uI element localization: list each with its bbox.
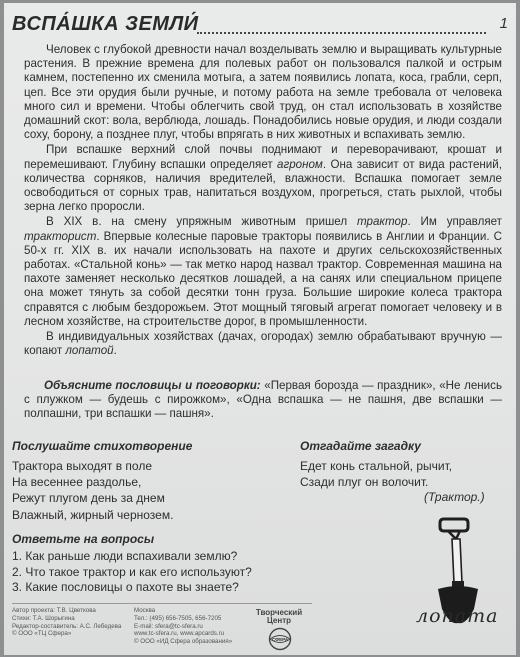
- footer-divider: [12, 603, 312, 604]
- term-shovel: лопатой: [65, 344, 114, 358]
- page-number: 1: [499, 15, 508, 32]
- title-dotted-leader: [197, 32, 486, 34]
- article-body: [24, 43, 502, 358]
- term-tractor: трактор: [356, 215, 408, 229]
- poem-line: Влажный, жирный чернозем.: [12, 507, 174, 522]
- poem-line: На весеннее раздолье,: [12, 475, 142, 490]
- svg-text:СФЕРА: СФЕРА: [271, 637, 289, 642]
- proverbs-task: [24, 379, 502, 422]
- riddle-heading: Отгадайте загадку: [300, 439, 421, 453]
- publisher-logo: Творческий Центр СФЕРА: [248, 609, 310, 653]
- question-item: 2. Что такое трактор и как его используют?: [12, 564, 252, 579]
- worksheet-page: [4, 3, 516, 655]
- question-item: 1. Как раньше люди вспахивали землю?: [12, 549, 238, 563]
- paragraph-3: В XIX в. на смену упряжным животным пришел трактор. Им управляет тракторист. Впервые колесные паровые тракторы появились в Англии и Франции. С 50-х гг. XIX в. их начали использовать на пахоте и других сельскохозяйственных работах. «Стальной конь» — так метко народ назвал трактор. Современная машина на пахоте заменяет несколько десятков лошадей, а на санях или специальном прицепе она может тянуть за собой десятки тонн груза. Большие широкие колеса трактора справятся с любым бездорожьем. Этот мощный тяговый агрегат помогает человеку и в лесном хозяйстве, на строительстве дорог, в промышленности.: [24, 215, 502, 328]
- page-header: [12, 13, 508, 41]
- poem-heading: Послушайте стихотворение: [12, 439, 193, 453]
- term-agronom: агроном: [277, 157, 323, 171]
- footer-publisher: Москва Тел.: (495) 656-7505, 656-7205 E-mail: sfera@tc-sfera.ru www.tc-sfera.ru, www.apcards.ru © ООО «ИД Сфера образования»: [134, 607, 233, 646]
- paragraph-2: При вспашке верхний слой почвы поднимают и переворачивают, крошат и перемешивают. Глубину вспашки определяет агроном. Она зависит от вида растений, количества сорняков, наличия вредителей, влажности. Вспашка помогает земле освободиться от сорных трав, напитаться воздухом, прогреться, стать рыхлой, чтобы зерна легко проросли.: [24, 143, 502, 214]
- riddle-line: Сзади плуг он волочит.: [300, 475, 429, 490]
- poem-line: Трактора выходят в поле: [12, 459, 153, 473]
- footer-credits: Автор проекта: Т.В. Цветкова Стихи: Т.А. Шорыгина Редактор-составитель: А.С. Лебедева © ООО «ТЦ Сфера»: [12, 607, 122, 638]
- questions-list: [12, 549, 252, 596]
- poem: [12, 458, 173, 523]
- question-item: 3. Какие пословицы о пахоте вы знаете?: [12, 580, 239, 594]
- riddle-answer: (Трактор.): [424, 490, 485, 504]
- shovel-caption: лопата: [416, 605, 499, 627]
- riddle: [300, 458, 452, 490]
- poem-line: Режут плугом день за днем: [12, 491, 165, 506]
- proverbs-text: «Первая борозда — праздник», «Не ленись с плужком — будешь с пирожком», «Одна вспашка — не пашня, две вспашки — полпашни, три вспашки — пашня».: [24, 379, 502, 421]
- sphere-logo-icon: [268, 627, 292, 651]
- paragraph-1: Человек с глубокой древности начал возделывать землю и выращивать культурные растения. В прежние времена для полевых работ он пользовался палкой и острым камнем, постепенно их сменила мотыга, а затем появились лопата, коса, грабли, серп, цеп. Все эти орудия были ручные, и потому работа на земле требовала от человека много сил и времени. Чтобы облегчить свой труд, он стал использовать в хозяйстве домашний скот: вола, верблюда, лошадь. Понадобились новые орудия, и люди создали соху, борону, а позднее плуг, чтобы впрягать в них животных и вспахивать землю.: [24, 43, 502, 142]
- proverbs-heading: Объясните пословицы и поговорки:: [44, 379, 261, 392]
- paragraph-4: В индивидуальных хозяйствах (дачах, огородах) землю обрабатывают вручную — копают лопатой.: [24, 330, 502, 358]
- questions-heading: Ответьте на вопросы: [12, 532, 155, 546]
- riddle-line: Едет конь стальной, рычит,: [300, 459, 453, 473]
- term-tractorist: тракторист: [24, 229, 97, 243]
- page-title: ВСПА́ШКА ЗЕМЛИ́: [12, 13, 199, 35]
